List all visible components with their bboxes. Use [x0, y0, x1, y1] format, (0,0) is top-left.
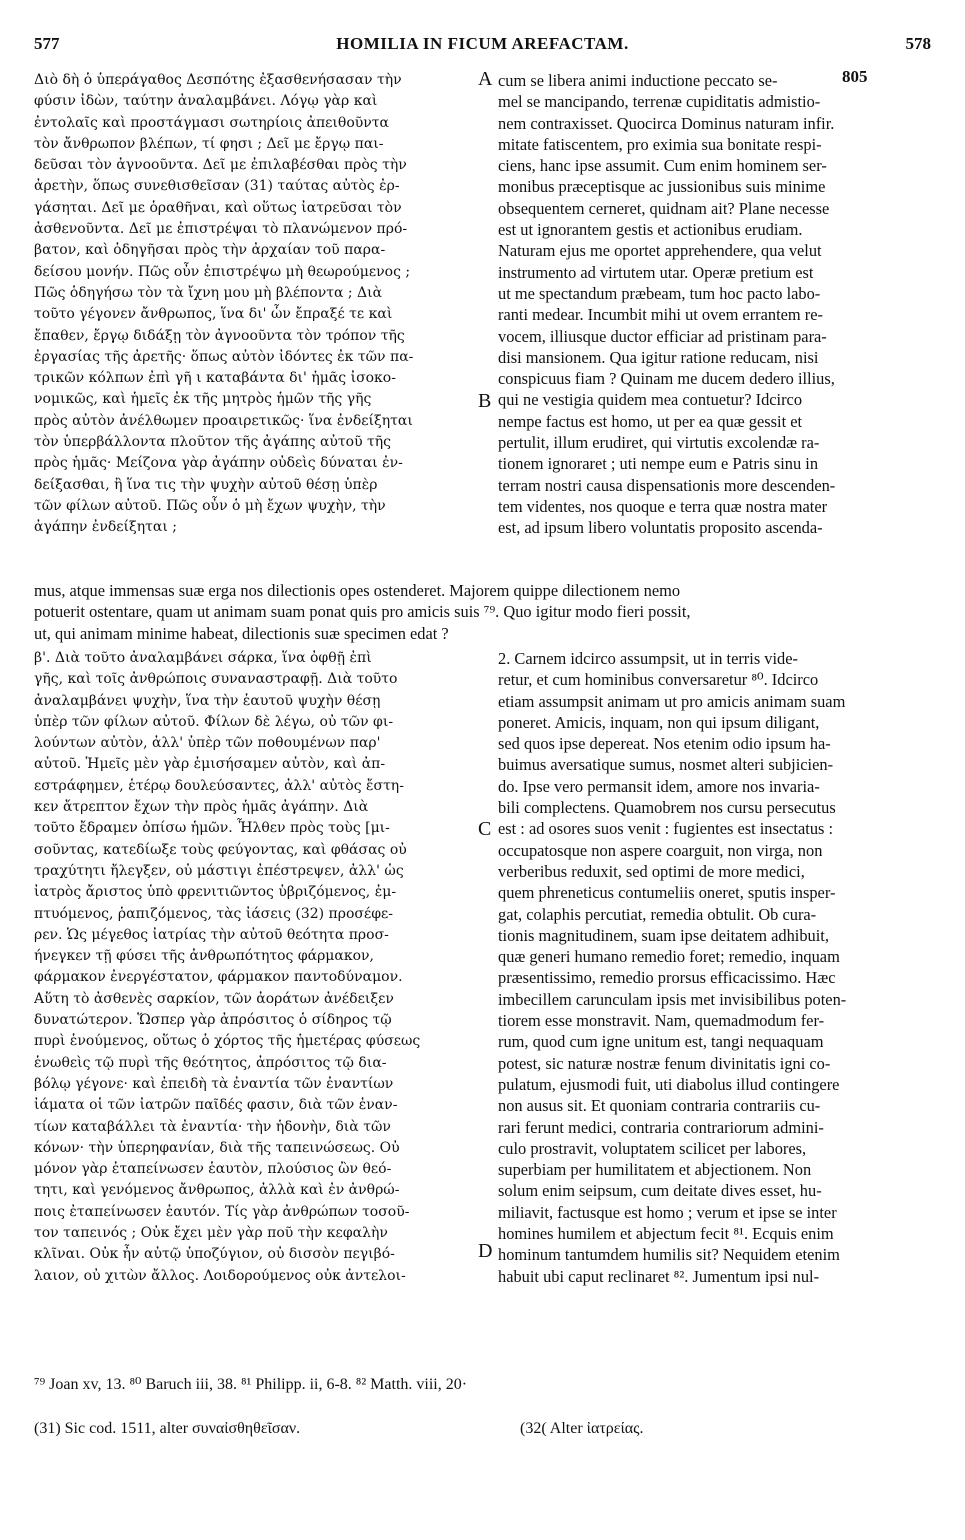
text-line: cum se libera animi inductione peccato se- [498, 71, 778, 90]
text-line: superbiam per humilitatem et abjectionem. Non [498, 1160, 812, 1180]
text-line: εστράφημεν, ἑτέρῳ δουλεύσαντες, ἀλλ' αὐτὸς ἔστη- [34, 777, 404, 794]
text-line: do. Ipse vero permansit idem, amore nos invaria- [498, 776, 820, 796]
text-line: βόλῳ γέγονε· καὶ ἐπειδὴ τὰ ἐναντία τῶν ἐναντίων [34, 1075, 394, 1092]
text-line: vocem, illiusque ductor efficiar ad pristinam para- [498, 326, 827, 346]
text-line: τρικῶν κόλπων ἐπὶ γῆ ι καταβάντα δι' ἡμᾶς ἰσοκο- [34, 370, 396, 387]
text-line: γῆς, καὶ τοῖς ἀνθρώποις συναναστραφῇ. Διὰ τοῦτο [34, 671, 398, 688]
latin-full-width [34, 580, 931, 644]
text-line: quæ generi humano remedio foret; remedio, inquam [498, 947, 840, 967]
text-line: ciens, hanc ipse assumit. Cum enim hominem ser- [498, 156, 827, 176]
text-line: nempe factus est homo, ut per ea quæ gessit et [498, 411, 803, 431]
text-line: ὑπὲρ τῶν φίλων αὐτοῦ. Φίλων δὲ λέγω, οὐ τῶν φι- [34, 713, 394, 730]
text-line: non ausus sit. Et quoniam contraria contrariis cu- [498, 1096, 821, 1116]
text-line: κλῖναι. Οὐκ ἦν αὐτῷ ὑποζύγιον, οὐ δισσὸν πεγιβό- [34, 1246, 395, 1263]
text-line: Πῶς ὁδηγήσω τὸν τὰ ἴχνη μου μὴ βλέποντα ; Διὰ [34, 284, 383, 301]
text-line: tiorem esse monstravit. Nam, quemadmodum fer- [498, 1011, 825, 1031]
text-line: nem contraxisset. Quocirca Dominus naturam infir. [498, 113, 835, 133]
text-line: solum enim seipsum, cum deitate dives esset, hu- [498, 1181, 822, 1201]
text-line: ρεν. Ὡς μέγεθος ἰατρίας τὴν αὐτοῦ θεότητα προσ- [34, 926, 389, 943]
text-line: est : ad osores suos venit : fugientes est insectatus : [498, 819, 834, 839]
text-line: ἀρετὴν, ὅπως συνεθισθεῖσαν (31) ταύτας αὐτὸς ἐρ- [34, 178, 400, 195]
margin-letter-d: D [478, 1240, 493, 1262]
text-line: φάρμακον ἐνεργέστατον, φάρμακον παντοδύναμον. [34, 969, 403, 986]
text-line: δείξασθαι, ἢ ἵνα τις τὴν ψυχὴν αὐτοῦ θέσῃ ὑπὲρ [34, 476, 378, 493]
text-line: ἰάματα οἱ τῶν ἰατρῶν παῖδές φασιν, διὰ τῶν ἐναν- [34, 1097, 398, 1114]
text-line: τητι, καὶ γενόμενος ἄνθρωπος, ἀλλὰ καὶ ἐν ἀνθρώ- [34, 1182, 400, 1199]
text-line: pulatum, ejusmodi fuit, uti diabolus illud contingere [498, 1074, 840, 1094]
text-line: tionem ignoraret ; uti nempe eum e Patris sinu in [498, 454, 819, 474]
text-line: Naturam ejus me oportet apprehendere, qua velut [498, 241, 822, 261]
text-line: conspicuus fiam ? Quinam me ducem dedero illius, [498, 369, 835, 389]
text-line: occupatosque non aspere coarguit, non virga, non [498, 840, 823, 860]
text-line: ranti medear. Incumbit mihi ut ovem errantem re- [498, 305, 823, 325]
margin-letter-a: A [478, 68, 493, 90]
page-number-left: 577 [34, 34, 60, 53]
critical-note-31: (31) Sic cod. 1511, alter συναἰσθηθεῖσαν. [34, 1420, 301, 1437]
text-line: potuerit ostentare, quam ut animam suam ponat quis pro amicis suis ⁷⁹. Quo igitur modo fieri possit, [34, 602, 691, 622]
text-line: est, ad ipsum libero voluntatis proposito ascenda- [498, 518, 823, 538]
text-line: τον ταπεινός ; Οὐκ ἔχει μὲν γὰρ ποῦ τὴν κεφαλὴν [34, 1225, 388, 1242]
running-title: HOMILIA IN FICUM AREFACTAM. [336, 34, 629, 53]
text-line: δεῦσαι τὸν ἀγνοοῦντα. Δεῖ με ἐπιλαβέσθαι πρὸς τὴν [34, 157, 407, 174]
text-line: ut me spectandum præbeam, tum hoc pacto labo- [498, 283, 821, 303]
text-line: terram nostri causa dispensationis more descenden- [498, 475, 836, 495]
text-line: potest, sic naturæ nostræ fenum divinitatis igni co- [498, 1053, 831, 1073]
text-line: qui ne vestigia quidem mea contuetur? Idcirco [498, 390, 803, 410]
text-line: κεν ἄτρεπτον ἔχων τὴν πρὸς ἡμᾶς ἀγάπην. Διὰ [34, 799, 369, 816]
text-line: τοῦτο ἔδραμεν ὀπίσω ἡμῶν. Ἦλθεν πρὸς τοὺς [μι- [34, 820, 390, 837]
text-line: ἑνωθεὶς τῷ πυρὶ τῆς θεότητος, ἀπρόσιτος τῷ δια- [34, 1054, 387, 1071]
margin-letter-c: C [478, 818, 492, 840]
text-line: δείσου μονήν. Πῶς οὖν ἐπιστρέψω μὴ θεωρούμενος ; [34, 263, 411, 280]
text-line: ἀναλαμβάνει ψυχὴν, ἵνα τὴν ἑαυτοῦ ψυχὴν θέσῃ [34, 692, 381, 709]
text-line: τοῦτο γέγονεν ἄνθρωπος, ἵνα δι' ὧν ἔπραξέ τε καὶ [34, 306, 393, 323]
text-line: τῶν φίλων αὐτοῦ. Πῶς οὖν ὁ μὴ ἔχων ψυχὴν, τὴν [34, 497, 386, 514]
text-line: 2. Carnem idcirco assumpsit, ut in terris vide- [498, 649, 798, 668]
text-line: λαιον, οὐ χιτὼν ἄλλος. Λοιδορούμενος οὐκ ἀντελοι- [34, 1267, 406, 1284]
text-line: hominum tantumdem humilis sit? Nequidem etenim [498, 1245, 840, 1265]
text-line: τραχύτητι ἤλεγξεν, οὐ μάστιγι ἐπέστρεψεν, ἀλλ' ὡς [34, 862, 404, 879]
text-line: miliavit, factusque est homo ; verum et ipse se inter [498, 1202, 837, 1222]
text-line: rari ferunt medici, contraria contrariorum admini- [498, 1117, 824, 1137]
text-line: poneret. Amicis, inquam, non qui ipsum diligant, [498, 712, 820, 732]
text-line: ήνεγκεν τῇ φύσει τῆς ἀνθρωπότητος φάρμακον, [34, 948, 374, 965]
text-line: mitate fatiscentem, pro eximia sua bonitate respi- [498, 134, 822, 154]
text-line: quem phreneticus contumeliis oneret, sputis insper- [498, 883, 836, 903]
text-line: ἐντολαῖς καὶ προστάγμασι σωτηρίοις ἀπειθοῦντα [34, 114, 389, 131]
text-line: σοῦντας, κατεδίωξε τοὺς φεύγοντας, καὶ φθάσας οὐ [34, 841, 407, 858]
text-line: τίων καταβάλλει τὰ ἐναντία· τὴν ἡδονὴν, διὰ τῶν [34, 1118, 391, 1135]
text-line: τὸν ὑπερβάλλοντα πλοῦτον τῆς ἀγάπης αὐτοῦ τῆς [34, 434, 392, 451]
text-line: mel se mancipando, terrenæ cupiditatis admistio- [498, 92, 821, 112]
text-line: rum, quod cum igne unitum est, tangi nequaquam [498, 1032, 824, 1052]
text-line: est ut ignorantem gestis et actionibus erudiam. [498, 220, 803, 240]
text-line: verberibus reduxit, sed optimi de more medici, [498, 861, 805, 881]
text-line: Διὸ δὴ ὁ ὑπεράγαθος Δεσπότης ἐξασθενήσασαν τὴν [34, 72, 402, 88]
text-line: δυνατώτερον. Ὥσπερ γὰρ ἀπρόσιτος ὁ σίδηρος τῷ [34, 1012, 392, 1029]
text-line: tionis magnitudinem, suam ipse deitatem adhibuit, [498, 925, 829, 945]
text-line: imbecillem carunculam ipsis met invisibilibus poten- [498, 989, 847, 1009]
text-line: μόνον γὰρ ἐταπείνωσεν ἑαυτὸν, πλούσιος ὢν θεό- [34, 1161, 392, 1178]
text-line: πτυόμενος, ῥαπιζόμενος, τὰς ἰάσεις (32) προσέφε- [34, 905, 394, 922]
footnote-references: ⁷⁹ Joan xv, 13. ⁸⁰ Baruch iii, 38. ⁸¹ Philipp. ii, 6-8. ⁸² Matth. viii, 20· [34, 1376, 468, 1393]
text-line: ut, qui animam minime habeat, dilectionis suæ specimen edat ? [34, 623, 449, 643]
text-line: Αὕτη τὸ ἀσθενὲς σαρκίον, τῶν ἀοράτων ἀνέδειξεν [34, 990, 394, 1007]
text-line: ἐργασίας τῆς ἀρετῆς· ὅπως αὐτὸν ἰδόντες ἐκ τῶν πα- [34, 348, 414, 365]
text-line: homines humilem et abjectum fecit ⁸¹. Ecquis enim [498, 1224, 834, 1244]
text-line: habuit ubi caput reclinaret ⁸². Jumentum ipsi nul- [498, 1266, 820, 1286]
text-line: κόνων· τὴν ὑπερηφανίαν, διὰ τῆς ταπεινώσεως. Οὐ [34, 1139, 400, 1156]
text-line: retur, et cum hominibus conversaretur ⁸⁰. Idcirco [498, 670, 819, 690]
text-line: λούντων αὐτὸν, ἀλλ' ὑπὲρ τῶν ποθουμένων παρ' [34, 735, 381, 752]
latin-column-2 [498, 648, 932, 1287]
text-line: etiam assumpsit animam ut pro amicis animam suam [498, 691, 846, 711]
text-line: buimus aversatique sumus, nosmet alteri subjicien- [498, 755, 834, 775]
text-line: disi mansionem. Qua igitur ratione reducam, nisi [498, 347, 819, 367]
margin-letter-b: B [478, 390, 492, 412]
text-line: culo prostravit, voluptatem scilicet per labores, [498, 1138, 807, 1158]
text-line: γάσηται. Δεῖ με ὁραθῆναι, καὶ οὕτως ἰατρεῦσαι τὸν [34, 199, 402, 216]
critical-note-32: (32( Alter ἰατρείας. [520, 1420, 644, 1437]
greek-column-2 [34, 648, 470, 1287]
text-line: νομικῶς, καὶ ἡμεῖς ἐκ τῆς μητρὸς ἡμῶν τῆς γῆς [34, 391, 372, 408]
text-line: pertulit, illum erudiret, qui virtutis excolendæ ra- [498, 433, 820, 453]
page-number-right: 578 [905, 34, 931, 53]
text-line: πρὸς αὐτὸν ἀνέλθωμεν προαιρετικῶς· ἵνα ἐνδείξηται [34, 412, 413, 429]
text-line: mus, atque immensas suæ erga nos dilectionis opes ostenderet. Majorem quippe dilectionem nemo [34, 581, 681, 600]
text-line: bili complectens. Quamobrem nos cursu persecutus [498, 798, 836, 818]
text-line: ἰατρὸς ἄριστος ὑπὸ φρενιτιῶντος ὑβριζόμενος, ἐμ- [34, 884, 397, 901]
text-line: ποις ἐταπείνωσεν ἑαυτόν. Τίς γὰρ ἀνθρώπων τοσοῦ- [34, 1203, 410, 1220]
text-line: ἀγάπην ἐνδείξηται ; [34, 519, 177, 536]
text-line: βατον, καὶ ὁδηγῆσαι πρὸς τὴν ἀρχαίαν τοῦ παρα- [34, 242, 386, 259]
greek-column-1 [34, 70, 470, 539]
text-line: τὸν ἄνθρωπον βλέπων, τί φησι ; Δεῖ με ἔργῳ παι- [34, 135, 384, 152]
running-header [34, 34, 931, 60]
text-line: tem videntes, nos quoque e terra quæ nostra mater [498, 496, 828, 516]
text-line: gat, colaphis percutiat, remedia obtulit. Ob cura- [498, 904, 817, 924]
text-line: sed quos ipse depereat. Nos etenim odio ipsum ha- [498, 734, 831, 754]
latin-column-1 [498, 70, 932, 539]
text-line: instrumento ad virtutem utar. Operæ pretium est [498, 262, 814, 282]
text-line: ἔπαθεν, ἔργῳ διδάξῃ τὸν ἀγνοοῦντα τὸν τρόπον τῆς [34, 327, 405, 344]
text-line: πρὸς ἡμᾶς· Μείζονα γὰρ ἀγάπην οὐδεὶς δύναται ἐν- [34, 455, 403, 472]
text-line: β'. Διὰ τοῦτο ἀναλαμβάνει σάρκα, ἵνα ὀφθῇ ἐπὶ [34, 650, 372, 666]
text-line: πυρὶ ἑνούμενος, οὕτως ὁ χόρτος τῆς ἡμετέρας φύσεως [34, 1033, 421, 1050]
text-line: monibus præceptisque ac jussionibus suis minime [498, 177, 826, 197]
text-line: αὐτοῦ. Ἡμεῖς μὲν γὰρ ἐμισήσαμεν αὐτὸν, καὶ ἀπ- [34, 756, 386, 773]
text-line: φύσιν ἰδὼν, ταύτην ἀναλαμβάνει. Λόγῳ γὰρ καὶ [34, 93, 378, 110]
column-number: 805 [842, 67, 868, 86]
text-line: obsequentem cerneret, quidnam ait? Plane necesse [498, 198, 830, 218]
text-line: ἀσθενοῦντα. Δεῖ με ἐπιστρέψαι τὸ πλανώμενον πρό- [34, 221, 408, 238]
text-line: præsentissimo, remedio prorsus efficacissimo. Hæc [498, 968, 836, 988]
